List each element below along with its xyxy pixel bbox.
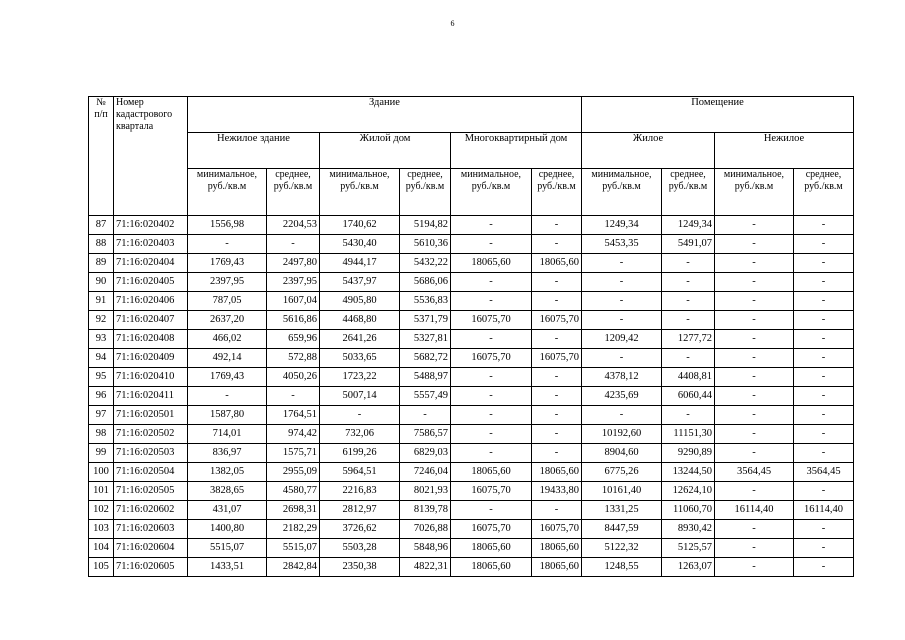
cell-apartment-avg: - — [532, 387, 582, 406]
cell-apartment-min: 18065,60 — [451, 539, 532, 558]
cell-row-number: 101 — [89, 482, 114, 501]
cell-apartment-avg: - — [532, 444, 582, 463]
cell-nonres-building-min: 2637,20 — [188, 311, 267, 330]
cell-cadastral-quarter: 71:16:020408 — [114, 330, 188, 349]
cell-nonres-building-min: 1400,80 — [188, 520, 267, 539]
cell-residential-premises-avg: - — [662, 349, 715, 368]
cell-nonres-building-min: 1382,05 — [188, 463, 267, 482]
cell-nonres-building-min: 836,97 — [188, 444, 267, 463]
cell-house-avg: 5557,49 — [400, 387, 451, 406]
cell-cadastral-quarter: 71:16:020505 — [114, 482, 188, 501]
cell-cadastral-quarter: 71:16:020404 — [114, 254, 188, 273]
cell-cadastral-quarter: 71:16:020409 — [114, 349, 188, 368]
cell-house-avg: 5488,97 — [400, 368, 451, 387]
table-row — [89, 273, 854, 292]
cell-cadastral-quarter: 71:16:020605 — [114, 558, 188, 577]
cell-nonres-building-avg: 659,96 — [267, 330, 320, 349]
cell-apartment-min: - — [451, 387, 532, 406]
cell-house-min: 2641,26 — [320, 330, 400, 349]
cell-residential-premises-avg: 1263,07 — [662, 558, 715, 577]
cell-nonres-building-min: 431,07 — [188, 501, 267, 520]
cell-residential-premises-avg: 12624,10 — [662, 482, 715, 501]
cell-house-min: - — [320, 406, 400, 425]
cell-nonres-premises-min: - — [715, 235, 794, 254]
table-row — [89, 292, 854, 311]
column-header-avg: среднее, руб./кв.м — [400, 169, 451, 216]
cell-residential-premises-avg: 5125,57 — [662, 539, 715, 558]
cell-nonres-premises-min: - — [715, 425, 794, 444]
cell-apartment-min: 16075,70 — [451, 349, 532, 368]
cell-residential-premises-min: - — [582, 292, 662, 311]
cell-apartment-min: 16075,70 — [451, 482, 532, 501]
cell-house-min: 1740,62 — [320, 216, 400, 235]
cell-apartment-min: - — [451, 235, 532, 254]
cell-nonres-premises-min: - — [715, 292, 794, 311]
cell-nonres-premises-min: 16114,40 — [715, 501, 794, 520]
cell-residential-premises-min: - — [582, 406, 662, 425]
cell-cadastral-quarter: 71:16:020503 — [114, 444, 188, 463]
cell-nonres-premises-min: - — [715, 539, 794, 558]
cell-apartment-avg: 18065,60 — [532, 463, 582, 482]
cell-house-min: 2350,38 — [320, 558, 400, 577]
cell-row-number: 89 — [89, 254, 114, 273]
cell-nonres-building-avg: 1607,04 — [267, 292, 320, 311]
cell-residential-premises-avg: 5491,07 — [662, 235, 715, 254]
cell-residential-premises-min: 5453,35 — [582, 235, 662, 254]
cell-apartment-avg: - — [532, 330, 582, 349]
column-header-avg: среднее, руб./кв.м — [267, 169, 320, 216]
column-header-min: минимальное, руб./кв.м — [451, 169, 532, 216]
cell-apartment-avg: 16075,70 — [532, 520, 582, 539]
cell-residential-premises-min: 5122,32 — [582, 539, 662, 558]
cell-apartment-avg: - — [532, 235, 582, 254]
cell-house-min: 5503,28 — [320, 539, 400, 558]
cell-row-number: 103 — [89, 520, 114, 539]
cell-house-min: 5033,65 — [320, 349, 400, 368]
cell-nonres-building-min: 714,01 — [188, 425, 267, 444]
cell-apartment-avg: 19433,80 — [532, 482, 582, 501]
cell-nonres-building-avg: 1575,71 — [267, 444, 320, 463]
cell-apartment-avg: 16075,70 — [532, 349, 582, 368]
cell-apartment-min: - — [451, 444, 532, 463]
cell-apartment-avg: - — [532, 273, 582, 292]
cell-residential-premises-min: 6775,26 — [582, 463, 662, 482]
column-header-avg: среднее, руб./кв.м — [794, 169, 854, 216]
cell-nonres-premises-avg: - — [794, 292, 854, 311]
cell-residential-premises-avg: 8930,42 — [662, 520, 715, 539]
cell-house-avg: 5848,96 — [400, 539, 451, 558]
cell-house-avg: 8021,93 — [400, 482, 451, 501]
table-row — [89, 368, 854, 387]
cell-nonres-building-avg: 5515,07 — [267, 539, 320, 558]
cell-residential-premises-min: - — [582, 273, 662, 292]
cell-apartment-min: 16075,70 — [451, 520, 532, 539]
cell-house-avg: 5682,72 — [400, 349, 451, 368]
cell-house-avg: 6829,03 — [400, 444, 451, 463]
cell-house-min: 5964,51 — [320, 463, 400, 482]
table-header — [89, 97, 854, 216]
cell-apartment-min: - — [451, 501, 532, 520]
cell-house-avg: - — [400, 406, 451, 425]
cell-cadastral-quarter: 71:16:020411 — [114, 387, 188, 406]
table-row — [89, 463, 854, 482]
cell-house-avg: 7586,57 — [400, 425, 451, 444]
cell-nonres-building-min: 1433,51 — [188, 558, 267, 577]
cell-cadastral-quarter: 71:16:020410 — [114, 368, 188, 387]
cell-nonres-premises-avg: - — [794, 349, 854, 368]
cell-row-number: 94 — [89, 349, 114, 368]
cell-house-min: 732,06 — [320, 425, 400, 444]
table-row — [89, 425, 854, 444]
table-row — [89, 501, 854, 520]
cell-house-avg: 7246,04 — [400, 463, 451, 482]
cell-nonres-building-avg: - — [267, 387, 320, 406]
column-header-number: № п/п — [89, 97, 114, 216]
cell-nonres-building-min: 3828,65 — [188, 482, 267, 501]
cell-house-min: 2812,97 — [320, 501, 400, 520]
cell-apartment-min: 18065,60 — [451, 463, 532, 482]
cell-residential-premises-avg: 6060,44 — [662, 387, 715, 406]
table-row — [89, 330, 854, 349]
cell-nonres-building-min: 5515,07 — [188, 539, 267, 558]
table-row — [89, 539, 854, 558]
cell-nonres-premises-avg: - — [794, 539, 854, 558]
cell-residential-premises-min: 8904,60 — [582, 444, 662, 463]
cell-residential-premises-min: - — [582, 311, 662, 330]
cell-row-number: 97 — [89, 406, 114, 425]
cell-apartment-avg: - — [532, 292, 582, 311]
cell-nonres-premises-min: - — [715, 368, 794, 387]
cell-apartment-min: 18065,60 — [451, 254, 532, 273]
cell-nonres-building-avg: 572,88 — [267, 349, 320, 368]
subheader-apartment-building: Многоквартирный дом — [451, 133, 582, 169]
cell-row-number: 95 — [89, 368, 114, 387]
cell-residential-premises-min: - — [582, 254, 662, 273]
cell-house-avg: 4822,31 — [400, 558, 451, 577]
cell-apartment-min: - — [451, 292, 532, 311]
cell-house-min: 5430,40 — [320, 235, 400, 254]
group-header-building: Здание — [188, 97, 582, 133]
cell-nonres-premises-avg: - — [794, 254, 854, 273]
cell-nonres-building-avg: 5616,86 — [267, 311, 320, 330]
cell-residential-premises-avg: - — [662, 254, 715, 273]
cell-row-number: 105 — [89, 558, 114, 577]
cell-nonres-premises-avg: 16114,40 — [794, 501, 854, 520]
cell-apartment-min: - — [451, 368, 532, 387]
cell-house-avg: 8139,78 — [400, 501, 451, 520]
cell-nonres-building-min: 466,02 — [188, 330, 267, 349]
cell-residential-premises-min: 8447,59 — [582, 520, 662, 539]
cell-nonres-premises-avg: - — [794, 311, 854, 330]
cell-cadastral-quarter: 71:16:020603 — [114, 520, 188, 539]
cell-nonres-premises-min: - — [715, 444, 794, 463]
table-row — [89, 387, 854, 406]
cell-nonres-premises-avg: - — [794, 558, 854, 577]
cell-residential-premises-avg: 4408,81 — [662, 368, 715, 387]
cell-nonres-premises-min: - — [715, 330, 794, 349]
cadastral-value-table — [88, 96, 854, 577]
cell-nonres-premises-avg: - — [794, 273, 854, 292]
table-row — [89, 349, 854, 368]
table-body — [89, 216, 854, 577]
cell-nonres-premises-avg: - — [794, 444, 854, 463]
cell-nonres-premises-avg: - — [794, 520, 854, 539]
column-header-min: минимальное, руб./кв.м — [188, 169, 267, 216]
cell-nonres-building-min: - — [188, 387, 267, 406]
cell-nonres-building-avg: 2698,31 — [267, 501, 320, 520]
cell-house-min: 3726,62 — [320, 520, 400, 539]
cell-nonres-building-avg: 974,42 — [267, 425, 320, 444]
page-number: 6 — [450, 19, 455, 28]
cell-house-avg: 5536,83 — [400, 292, 451, 311]
cell-house-min: 4468,80 — [320, 311, 400, 330]
cell-cadastral-quarter: 71:16:020501 — [114, 406, 188, 425]
cell-apartment-avg: 18065,60 — [532, 254, 582, 273]
column-header-avg: среднее, руб./кв.м — [532, 169, 582, 216]
cell-nonres-premises-min: - — [715, 311, 794, 330]
cell-nonres-premises-min: - — [715, 520, 794, 539]
cell-nonres-premises-avg: - — [794, 330, 854, 349]
cell-nonres-premises-min: 3564,45 — [715, 463, 794, 482]
table-row — [89, 406, 854, 425]
cell-apartment-avg: 16075,70 — [532, 311, 582, 330]
cell-nonres-building-avg: 2182,29 — [267, 520, 320, 539]
cell-nonres-premises-min: - — [715, 273, 794, 292]
cell-house-min: 1723,22 — [320, 368, 400, 387]
cell-cadastral-quarter: 71:16:020407 — [114, 311, 188, 330]
cell-nonres-building-min: 1769,43 — [188, 368, 267, 387]
cell-row-number: 98 — [89, 425, 114, 444]
cell-house-avg: 5686,06 — [400, 273, 451, 292]
cell-nonres-building-min: - — [188, 235, 267, 254]
cell-row-number: 90 — [89, 273, 114, 292]
cell-row-number: 91 — [89, 292, 114, 311]
cell-row-number: 99 — [89, 444, 114, 463]
cell-row-number: 96 — [89, 387, 114, 406]
table-row — [89, 520, 854, 539]
cell-nonres-premises-avg: - — [794, 235, 854, 254]
cell-nonres-premises-min: - — [715, 216, 794, 235]
cell-apartment-min: - — [451, 216, 532, 235]
cell-nonres-premises-min: - — [715, 558, 794, 577]
cell-residential-premises-min: 4235,69 — [582, 387, 662, 406]
cell-row-number: 102 — [89, 501, 114, 520]
cell-nonres-building-avg: 2955,09 — [267, 463, 320, 482]
table-row — [89, 482, 854, 501]
cell-house-min: 2216,83 — [320, 482, 400, 501]
cell-house-avg: 5432,22 — [400, 254, 451, 273]
cell-apartment-min: - — [451, 273, 532, 292]
cell-residential-premises-avg: - — [662, 406, 715, 425]
cell-house-avg: 5327,81 — [400, 330, 451, 349]
cell-nonres-premises-avg: - — [794, 482, 854, 501]
cell-apartment-min: 18065,60 — [451, 558, 532, 577]
cell-nonres-premises-avg: - — [794, 216, 854, 235]
cell-row-number: 92 — [89, 311, 114, 330]
table-row — [89, 311, 854, 330]
cell-residential-premises-avg: 11060,70 — [662, 501, 715, 520]
cell-nonres-premises-min: - — [715, 254, 794, 273]
cell-nonres-building-min: 492,14 — [188, 349, 267, 368]
column-header-min: минимальное, руб./кв.м — [320, 169, 400, 216]
cell-residential-premises-avg: 1249,34 — [662, 216, 715, 235]
column-header-cadastral-quarter: Номер кадастрового квартала — [114, 97, 188, 216]
cell-apartment-avg: - — [532, 501, 582, 520]
cell-residential-premises-avg: 9290,89 — [662, 444, 715, 463]
cell-house-avg: 7026,88 — [400, 520, 451, 539]
cell-row-number: 88 — [89, 235, 114, 254]
cell-nonres-building-avg: 2842,84 — [267, 558, 320, 577]
subheader-residential-premises: Жилое — [582, 133, 715, 169]
cell-apartment-min: - — [451, 406, 532, 425]
subheader-residential-house: Жилой дом — [320, 133, 451, 169]
cell-residential-premises-min: 1249,34 — [582, 216, 662, 235]
cell-residential-premises-avg: 13244,50 — [662, 463, 715, 482]
cell-cadastral-quarter: 71:16:020403 — [114, 235, 188, 254]
cell-residential-premises-min: 10161,40 — [582, 482, 662, 501]
cell-nonres-building-avg: 4580,77 — [267, 482, 320, 501]
cell-nonres-building-min: 1587,80 — [188, 406, 267, 425]
cell-nonres-building-avg: 4050,26 — [267, 368, 320, 387]
cell-nonres-premises-avg: - — [794, 387, 854, 406]
cell-house-min: 5437,97 — [320, 273, 400, 292]
cell-nonres-premises-min: - — [715, 482, 794, 501]
cell-nonres-building-min: 1769,43 — [188, 254, 267, 273]
cell-row-number: 104 — [89, 539, 114, 558]
cell-house-min: 6199,26 — [320, 444, 400, 463]
cell-cadastral-quarter: 71:16:020504 — [114, 463, 188, 482]
cell-cadastral-quarter: 71:16:020602 — [114, 501, 188, 520]
cell-row-number: 100 — [89, 463, 114, 482]
cell-cadastral-quarter: 71:16:020402 — [114, 216, 188, 235]
cell-nonres-building-avg: - — [267, 235, 320, 254]
cell-house-avg: 5194,82 — [400, 216, 451, 235]
cell-apartment-min: - — [451, 330, 532, 349]
cell-nonres-premises-min: - — [715, 387, 794, 406]
cell-apartment-avg: - — [532, 425, 582, 444]
table-row — [89, 235, 854, 254]
cell-residential-premises-avg: 1277,72 — [662, 330, 715, 349]
cell-residential-premises-min: 1331,25 — [582, 501, 662, 520]
subheader-nonresidential-building: Нежилое здание — [188, 133, 320, 169]
cell-nonres-building-avg: 2204,53 — [267, 216, 320, 235]
cell-row-number: 93 — [89, 330, 114, 349]
cell-nonres-premises-avg: - — [794, 425, 854, 444]
cell-apartment-avg: - — [532, 216, 582, 235]
cell-residential-premises-avg: - — [662, 273, 715, 292]
cell-residential-premises-min: 4378,12 — [582, 368, 662, 387]
cell-house-avg: 5610,36 — [400, 235, 451, 254]
column-header-avg: среднее, руб./кв.м — [662, 169, 715, 216]
subheader-nonresidential-premises: Нежилое — [715, 133, 854, 169]
table-row — [89, 254, 854, 273]
cell-residential-premises-avg: - — [662, 311, 715, 330]
cell-cadastral-quarter: 71:16:020405 — [114, 273, 188, 292]
cell-house-min: 5007,14 — [320, 387, 400, 406]
cell-nonres-premises-min: - — [715, 349, 794, 368]
cell-nonres-building-avg: 2397,95 — [267, 273, 320, 292]
table-row — [89, 216, 854, 235]
cell-residential-premises-avg: - — [662, 292, 715, 311]
cell-apartment-avg: - — [532, 368, 582, 387]
cell-nonres-premises-avg: - — [794, 406, 854, 425]
cell-apartment-avg: 18065,60 — [532, 558, 582, 577]
cell-apartment-avg: - — [532, 406, 582, 425]
cell-nonres-building-avg: 2497,80 — [267, 254, 320, 273]
cell-residential-premises-min: 1248,55 — [582, 558, 662, 577]
cell-residential-premises-min: 10192,60 — [582, 425, 662, 444]
cell-nonres-building-min: 787,05 — [188, 292, 267, 311]
table-row — [89, 444, 854, 463]
column-header-min: минимальное, руб./кв.м — [582, 169, 662, 216]
cell-nonres-building-avg: 1764,51 — [267, 406, 320, 425]
cell-cadastral-quarter: 71:16:020604 — [114, 539, 188, 558]
cell-nonres-premises-avg: - — [794, 368, 854, 387]
cell-residential-premises-avg: 11151,30 — [662, 425, 715, 444]
table-row — [89, 558, 854, 577]
cell-nonres-building-min: 1556,98 — [188, 216, 267, 235]
column-header-min: минимальное, руб./кв.м — [715, 169, 794, 216]
cell-nonres-premises-avg: 3564,45 — [794, 463, 854, 482]
cell-residential-premises-min: - — [582, 349, 662, 368]
cell-apartment-min: 16075,70 — [451, 311, 532, 330]
cell-cadastral-quarter: 71:16:020406 — [114, 292, 188, 311]
cell-nonres-building-min: 2397,95 — [188, 273, 267, 292]
cell-apartment-avg: 18065,60 — [532, 539, 582, 558]
cell-house-avg: 5371,79 — [400, 311, 451, 330]
group-header-premises: Помещение — [582, 97, 854, 133]
cell-residential-premises-min: 1209,42 — [582, 330, 662, 349]
cell-nonres-premises-min: - — [715, 406, 794, 425]
cell-cadastral-quarter: 71:16:020502 — [114, 425, 188, 444]
cell-row-number: 87 — [89, 216, 114, 235]
cell-apartment-min: - — [451, 425, 532, 444]
cell-house-min: 4944,17 — [320, 254, 400, 273]
cell-house-min: 4905,80 — [320, 292, 400, 311]
